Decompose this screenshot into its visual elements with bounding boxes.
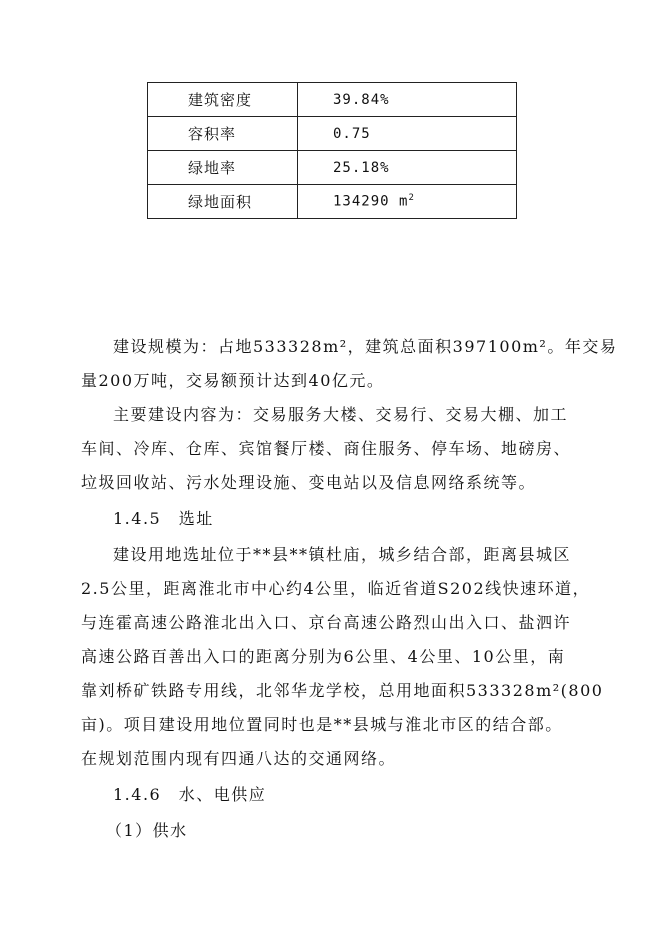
row-value-text: 134290 m <box>333 193 409 210</box>
body-line: 建设用地选址位于**县**镇杜庙，城乡结合部，距离县城区 <box>113 545 572 564</box>
body-line: 2.5公里，距离淮北市中心约4公里，临近省道S202线快速环道， <box>81 579 591 598</box>
row-value: 25.18% <box>298 151 517 185</box>
row-label: 绿地率 <box>148 151 298 185</box>
body-line: 亩)。项目建设用地位置同时也是**县城与淮北市区的结合部。 <box>81 715 563 734</box>
table-row <box>148 185 517 219</box>
table-row <box>148 151 517 185</box>
body-line: 高速公路百善出入口的距离分别为6公里、4公里、10公里，南 <box>81 647 566 666</box>
body-line: 在规划范围内现有四通八达的交通网络。 <box>81 749 397 768</box>
section-heading: 1.4.6 水、电供应 <box>113 785 267 804</box>
body-line: 与连霍高速公路淮北出入口、京台高速公路烈山出入口、盐泗许 <box>81 613 572 632</box>
body-line: 垃圾回收站、污水处理设施、变电站以及信息网络系统等。 <box>81 473 537 492</box>
row-label: 建筑密度 <box>148 83 298 117</box>
body-line: 主要建设内容为：交易服务大楼、交易行、交易大棚、加工 <box>113 405 569 424</box>
body-line: 靠刘桥矿铁路专用线，北邻华龙学校，总用地面积533328m²(800 <box>81 681 604 700</box>
body-line: 建设规模为：占地533328m²，建筑总面积397100m²。年交易 <box>113 337 618 356</box>
body-line: 车间、冷库、仓库、宾馆餐厅楼、商住服务、停车场、地磅房、 <box>81 439 572 458</box>
subsection-heading: （1）供水 <box>106 821 188 840</box>
indicator-table <box>147 82 517 219</box>
section-heading: 1.4.5 选址 <box>113 509 214 528</box>
row-value <box>298 185 517 219</box>
table-row <box>148 83 517 117</box>
row-label: 绿地面积 <box>148 185 298 219</box>
row-value: 39.84% <box>298 83 517 117</box>
table-row <box>148 117 517 151</box>
row-value: 0.75 <box>298 117 517 151</box>
body-line: 量200万吨，交易额预计达到40亿元。 <box>81 371 385 390</box>
row-label: 容积率 <box>148 117 298 151</box>
row-value-sup: 2 <box>408 193 415 204</box>
